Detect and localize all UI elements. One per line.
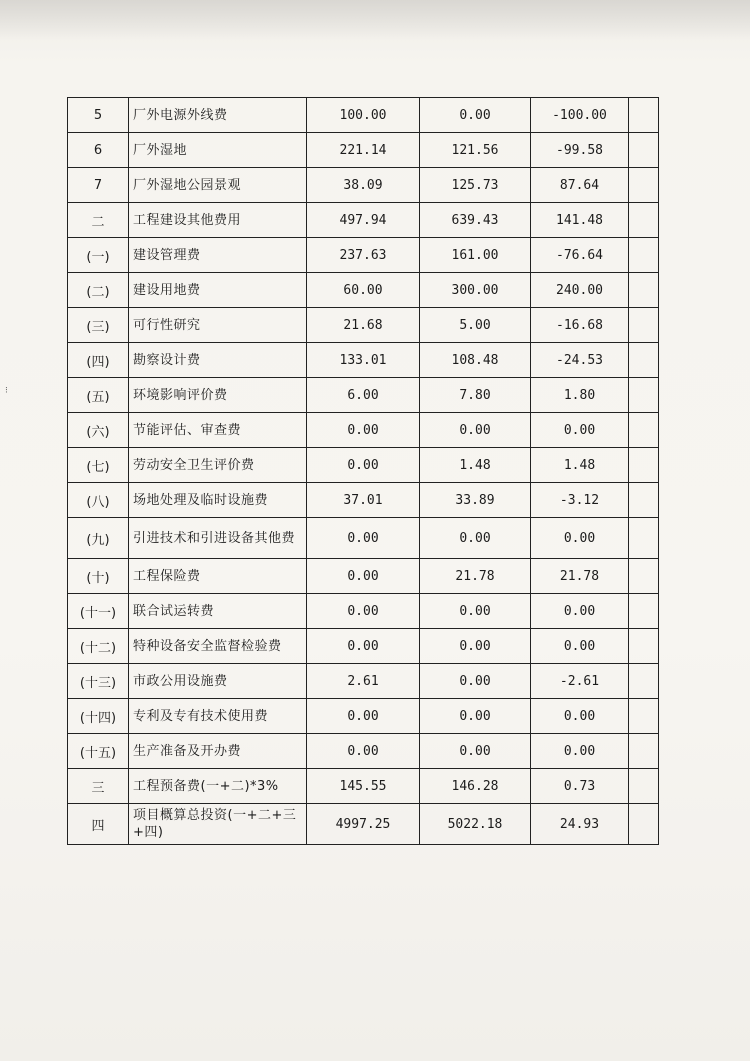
value-col1-cell: 0.00 xyxy=(307,594,420,629)
table-row xyxy=(68,98,659,133)
table-row xyxy=(68,629,659,664)
row-number-cell: (六) xyxy=(68,413,129,448)
remark-cell xyxy=(629,629,659,664)
remark-cell xyxy=(629,594,659,629)
table-row xyxy=(68,769,659,804)
value-col2-cell: 5022.18 xyxy=(420,804,531,845)
value-col2-cell: 0.00 xyxy=(420,518,531,559)
value-col1-cell: 4997.25 xyxy=(307,804,420,845)
remark-cell xyxy=(629,804,659,845)
difference-cell: -99.58 xyxy=(531,133,629,168)
value-col1-cell: 0.00 xyxy=(307,448,420,483)
remark-cell xyxy=(629,734,659,769)
item-name-cell: 勘察设计费 xyxy=(129,343,307,378)
item-name-cell: 建设管理费 xyxy=(129,238,307,273)
table-row xyxy=(68,133,659,168)
difference-cell: 21.78 xyxy=(531,559,629,594)
difference-cell: -3.12 xyxy=(531,483,629,518)
value-col1-cell: 221.14 xyxy=(307,133,420,168)
difference-cell: 0.00 xyxy=(531,594,629,629)
difference-cell: -16.68 xyxy=(531,308,629,343)
row-number-cell: (十一) xyxy=(68,594,129,629)
value-col1-cell: 21.68 xyxy=(307,308,420,343)
row-number-cell: (十五) xyxy=(68,734,129,769)
value-col1-cell: 497.94 xyxy=(307,203,420,238)
difference-cell: -24.53 xyxy=(531,343,629,378)
row-number-cell: (十) xyxy=(68,559,129,594)
table-row xyxy=(68,734,659,769)
remark-cell xyxy=(629,308,659,343)
value-col2-cell: 161.00 xyxy=(420,238,531,273)
table-row xyxy=(68,238,659,273)
item-name-cell: 工程保险费 xyxy=(129,559,307,594)
table-row xyxy=(68,483,659,518)
value-col2-cell: 0.00 xyxy=(420,664,531,699)
value-col1-cell: 0.00 xyxy=(307,518,420,559)
row-number-cell: (十三) xyxy=(68,664,129,699)
value-col1-cell: 0.00 xyxy=(307,699,420,734)
difference-cell: -2.61 xyxy=(531,664,629,699)
value-col2-cell: 639.43 xyxy=(420,203,531,238)
item-name-cell: 可行性研究 xyxy=(129,308,307,343)
remark-cell xyxy=(629,664,659,699)
remark-cell xyxy=(629,769,659,804)
remark-cell xyxy=(629,518,659,559)
difference-cell: 1.80 xyxy=(531,378,629,413)
row-number-cell: (十二) xyxy=(68,629,129,664)
value-col2-cell: 33.89 xyxy=(420,483,531,518)
remark-cell xyxy=(629,98,659,133)
difference-cell: -76.64 xyxy=(531,238,629,273)
row-number-cell: (三) xyxy=(68,308,129,343)
remark-cell xyxy=(629,203,659,238)
item-name-cell: 厂外湿地 xyxy=(129,133,307,168)
item-name-cell: 专利及专有技术使用费 xyxy=(129,699,307,734)
row-number-cell: (五) xyxy=(68,378,129,413)
value-col1-cell: 237.63 xyxy=(307,238,420,273)
row-number-cell: (十四) xyxy=(68,699,129,734)
row-number-cell: 三 xyxy=(68,769,129,804)
value-col2-cell: 0.00 xyxy=(420,413,531,448)
difference-cell: 141.48 xyxy=(531,203,629,238)
item-name-cell: 市政公用设施费 xyxy=(129,664,307,699)
item-name-cell: 引进技术和引进设备其他费 xyxy=(129,518,307,559)
remark-cell xyxy=(629,343,659,378)
difference-cell: 240.00 xyxy=(531,273,629,308)
value-col2-cell: 300.00 xyxy=(420,273,531,308)
remark-cell xyxy=(629,699,659,734)
remark-cell xyxy=(629,238,659,273)
scan-shadow xyxy=(0,0,750,40)
table-row xyxy=(68,559,659,594)
table-row xyxy=(68,594,659,629)
difference-cell: 87.64 xyxy=(531,168,629,203)
difference-cell: 0.00 xyxy=(531,629,629,664)
value-col1-cell: 133.01 xyxy=(307,343,420,378)
value-col2-cell: 7.80 xyxy=(420,378,531,413)
table-row xyxy=(68,203,659,238)
value-col1-cell: 0.00 xyxy=(307,629,420,664)
difference-cell: -100.00 xyxy=(531,98,629,133)
value-col2-cell: 125.73 xyxy=(420,168,531,203)
difference-cell: 0.00 xyxy=(531,734,629,769)
table-row xyxy=(68,308,659,343)
table-row xyxy=(68,804,659,845)
value-col1-cell: 0.00 xyxy=(307,734,420,769)
item-name-cell: 生产准备及开办费 xyxy=(129,734,307,769)
item-name-cell: 场地处理及临时设施费 xyxy=(129,483,307,518)
item-name-cell: 项目概算总投资(一+二+三+四) xyxy=(129,804,307,845)
table-row xyxy=(68,699,659,734)
value-col2-cell: 0.00 xyxy=(420,594,531,629)
value-col1-cell: 0.00 xyxy=(307,559,420,594)
item-name-cell: 劳动安全卫生评价费 xyxy=(129,448,307,483)
item-name-cell: 环境影响评价费 xyxy=(129,378,307,413)
remark-cell xyxy=(629,559,659,594)
difference-cell: 24.93 xyxy=(531,804,629,845)
value-col2-cell: 146.28 xyxy=(420,769,531,804)
value-col2-cell: 0.00 xyxy=(420,734,531,769)
row-number-cell: (一) xyxy=(68,238,129,273)
remark-cell xyxy=(629,448,659,483)
difference-cell: 0.73 xyxy=(531,769,629,804)
cost-comparison-table xyxy=(67,97,659,845)
value-col2-cell: 5.00 xyxy=(420,308,531,343)
value-col1-cell: 6.00 xyxy=(307,378,420,413)
row-number-cell: 二 xyxy=(68,203,129,238)
table-row xyxy=(68,378,659,413)
value-col1-cell: 100.00 xyxy=(307,98,420,133)
remark-cell xyxy=(629,168,659,203)
remark-cell xyxy=(629,413,659,448)
item-name-cell: 节能评估、审查费 xyxy=(129,413,307,448)
row-number-cell: (九) xyxy=(68,518,129,559)
row-number-cell: (二) xyxy=(68,273,129,308)
row-number-cell: (七) xyxy=(68,448,129,483)
value-col1-cell: 38.09 xyxy=(307,168,420,203)
table-row xyxy=(68,168,659,203)
difference-cell: 0.00 xyxy=(531,699,629,734)
value-col2-cell: 21.78 xyxy=(420,559,531,594)
difference-cell: 1.48 xyxy=(531,448,629,483)
item-name-cell: 工程建设其他费用 xyxy=(129,203,307,238)
row-number-cell: 7 xyxy=(68,168,129,203)
remark-cell xyxy=(629,378,659,413)
remark-cell xyxy=(629,273,659,308)
table-row xyxy=(68,413,659,448)
item-name-cell: 工程预备费(一+二)*3% xyxy=(129,769,307,804)
value-col2-cell: 0.00 xyxy=(420,629,531,664)
value-col2-cell: 121.56 xyxy=(420,133,531,168)
value-col1-cell: 2.61 xyxy=(307,664,420,699)
remark-cell xyxy=(629,133,659,168)
remark-cell xyxy=(629,483,659,518)
table-row xyxy=(68,664,659,699)
row-number-cell: 5 xyxy=(68,98,129,133)
value-col1-cell: 0.00 xyxy=(307,413,420,448)
row-number-cell: (四) xyxy=(68,343,129,378)
value-col2-cell: 1.48 xyxy=(420,448,531,483)
table-row xyxy=(68,273,659,308)
item-name-cell: 联合试运转费 xyxy=(129,594,307,629)
row-number-cell: (八) xyxy=(68,483,129,518)
row-number-cell: 6 xyxy=(68,133,129,168)
row-number-cell: 四 xyxy=(68,804,129,845)
value-col1-cell: 60.00 xyxy=(307,273,420,308)
value-col2-cell: 0.00 xyxy=(420,699,531,734)
value-col2-cell: 108.48 xyxy=(420,343,531,378)
table-row xyxy=(68,448,659,483)
difference-cell: 0.00 xyxy=(531,413,629,448)
table-row xyxy=(68,343,659,378)
item-name-cell: 特种设备安全监督检验费 xyxy=(129,629,307,664)
value-col1-cell: 145.55 xyxy=(307,769,420,804)
item-name-cell: 建设用地费 xyxy=(129,273,307,308)
item-name-cell: 厂外电源外线费 xyxy=(129,98,307,133)
item-name-cell: 厂外湿地公园景观 xyxy=(129,168,307,203)
difference-cell: 0.00 xyxy=(531,518,629,559)
scan-speck: ⁝ xyxy=(5,386,8,396)
value-col1-cell: 37.01 xyxy=(307,483,420,518)
value-col2-cell: 0.00 xyxy=(420,98,531,133)
table-row xyxy=(68,518,659,559)
